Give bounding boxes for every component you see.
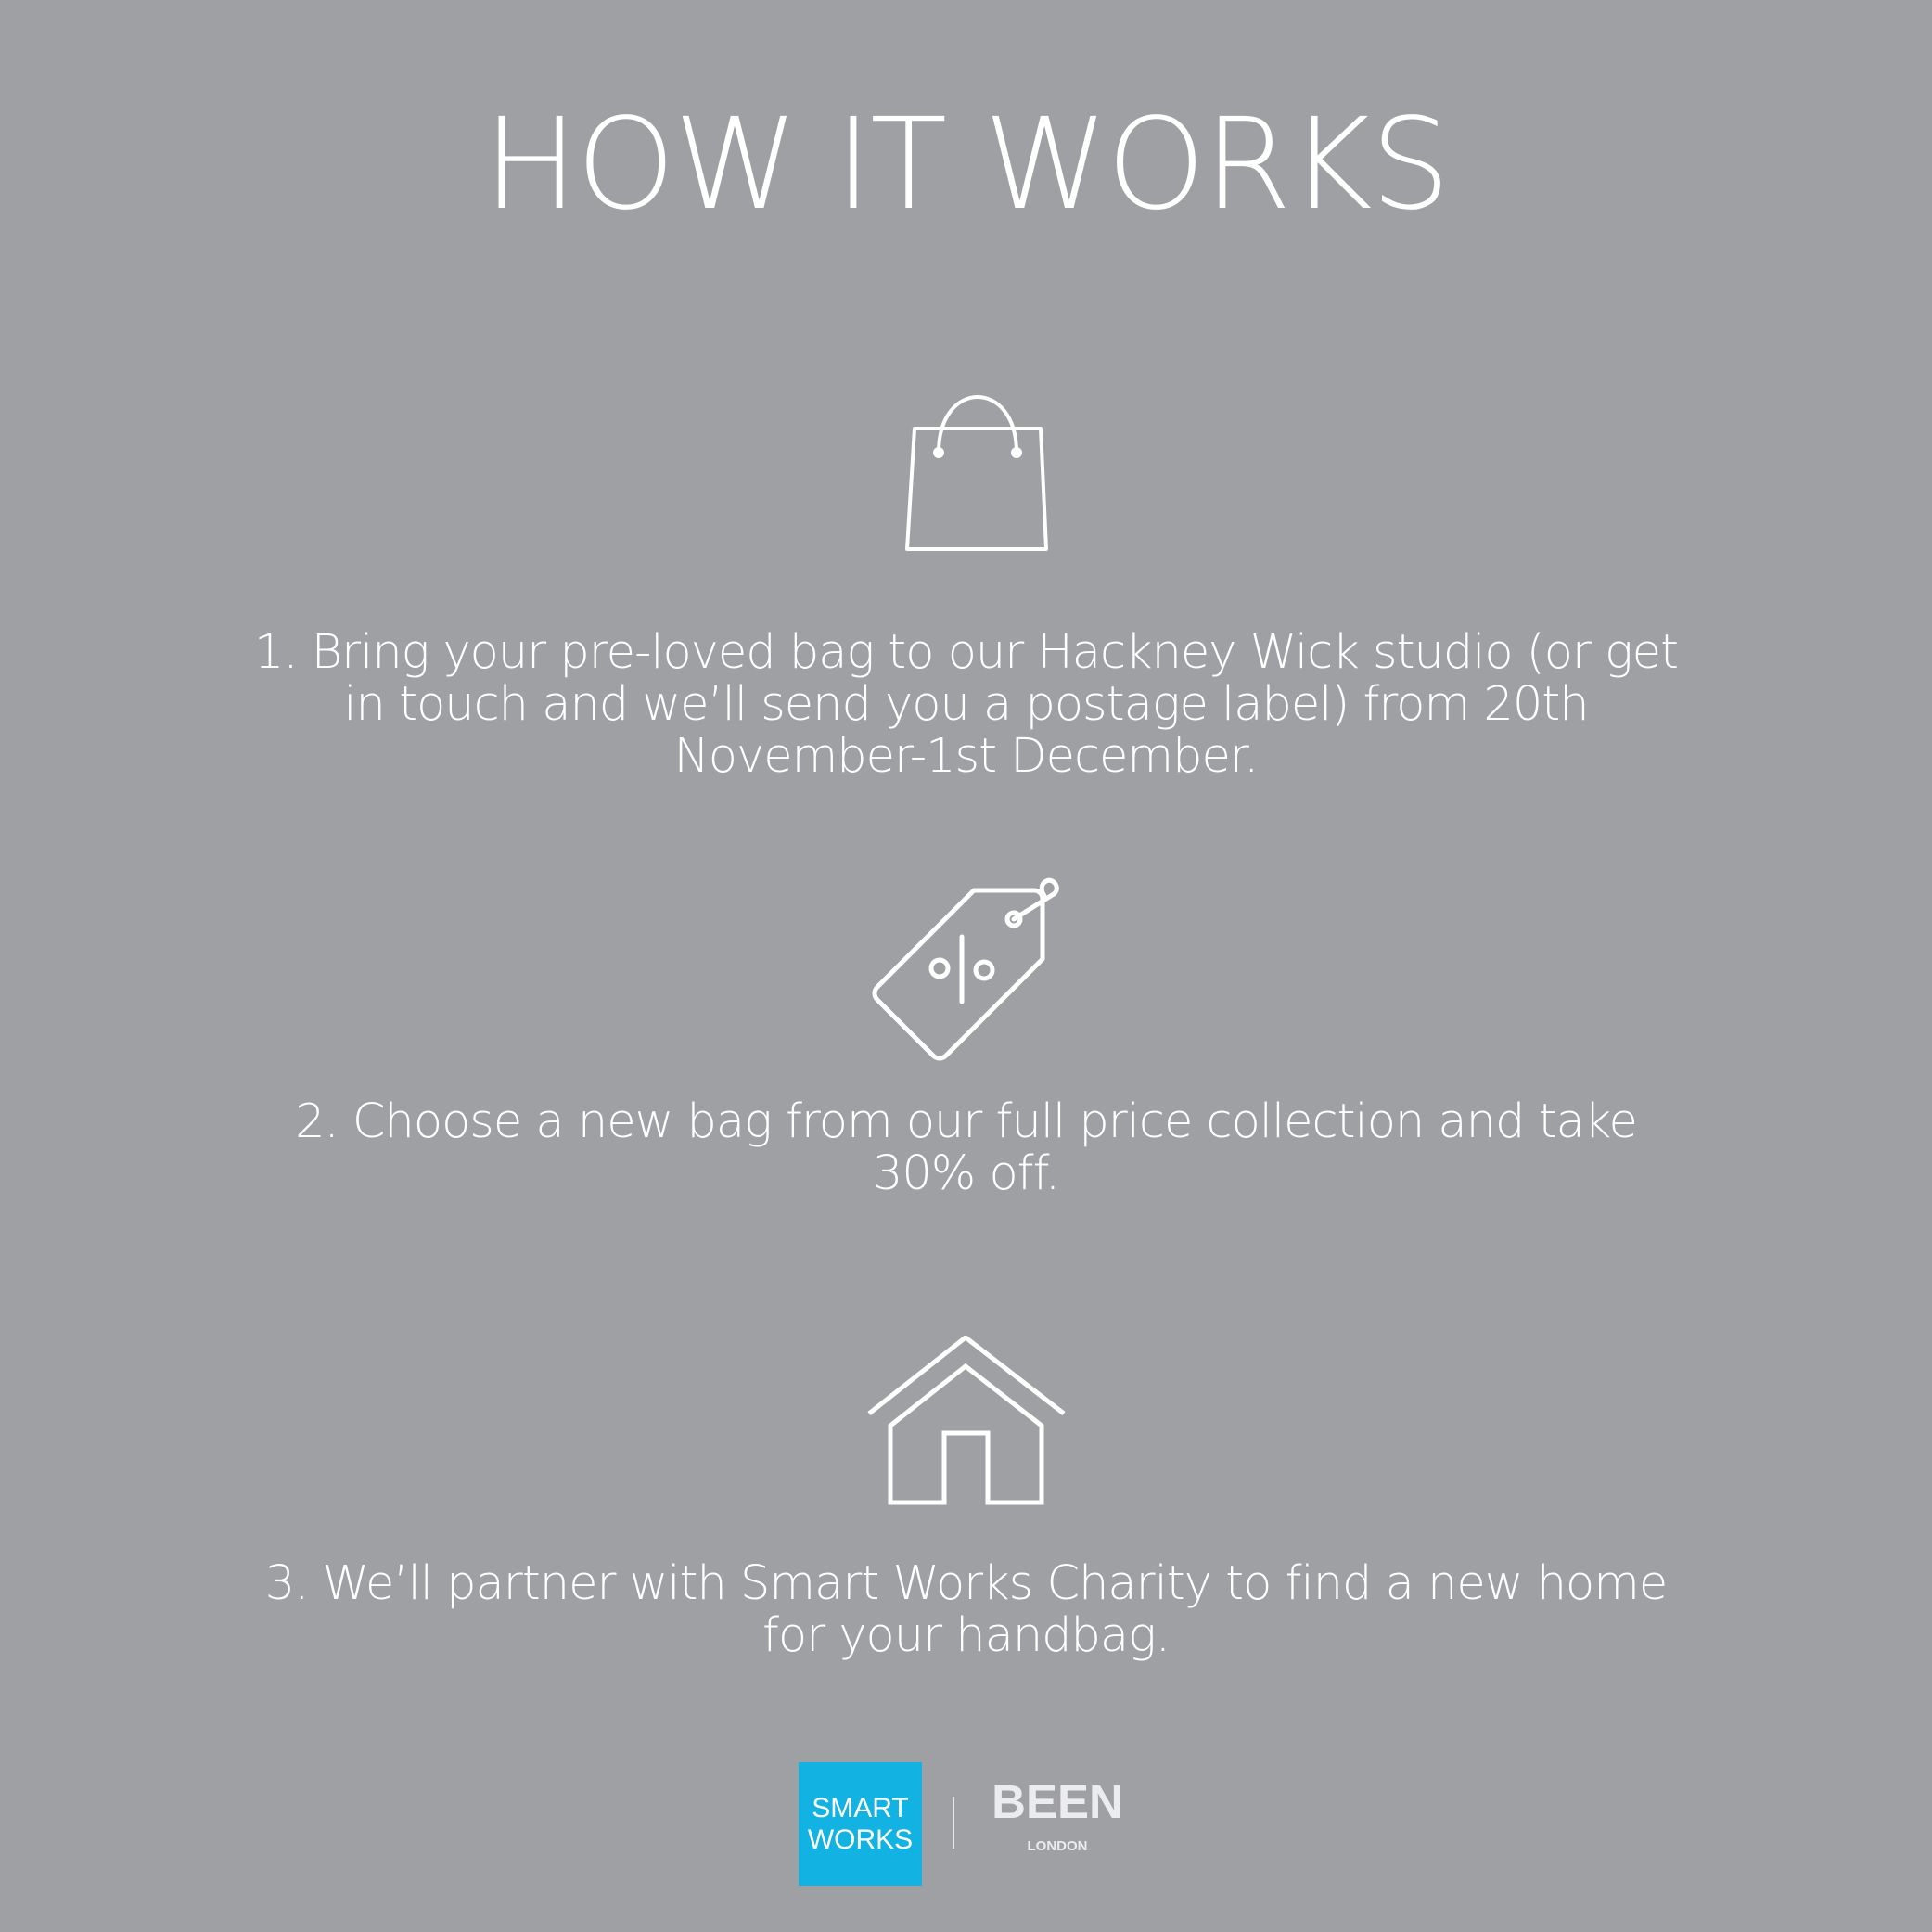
step-1-text: 1. Bring your pre-loved bag to our Hackney Wick studio (or get in touch and we’ll send you a postage label) from 20th November-1st December. — [253, 625, 1679, 784]
price-tag-icon — [872, 872, 1062, 1062]
smart-works-line-1: SMART — [812, 1792, 909, 1823]
house-icon — [867, 1336, 1067, 1507]
logo-divider — [953, 1797, 954, 1849]
footer-logos — [0, 1762, 1932, 1886]
been-logo: BEEN — [992, 1775, 1123, 1828]
been-london-label: LONDON — [1027, 1838, 1088, 1854]
step-2-text: 2. Choose a new bag from our full price collection and take 30% off. — [295, 1094, 1637, 1201]
page-title: HOW IT WORKS — [483, 92, 1449, 238]
shopping-bag-icon — [903, 378, 1052, 553]
step-3-text: 3. We’ll partner with Smart Works Charity to find a new home for your handbag. — [264, 1556, 1668, 1663]
smart-works-line-2: WORKS — [807, 1823, 914, 1855]
smart-works-logo — [799, 1762, 922, 1886]
